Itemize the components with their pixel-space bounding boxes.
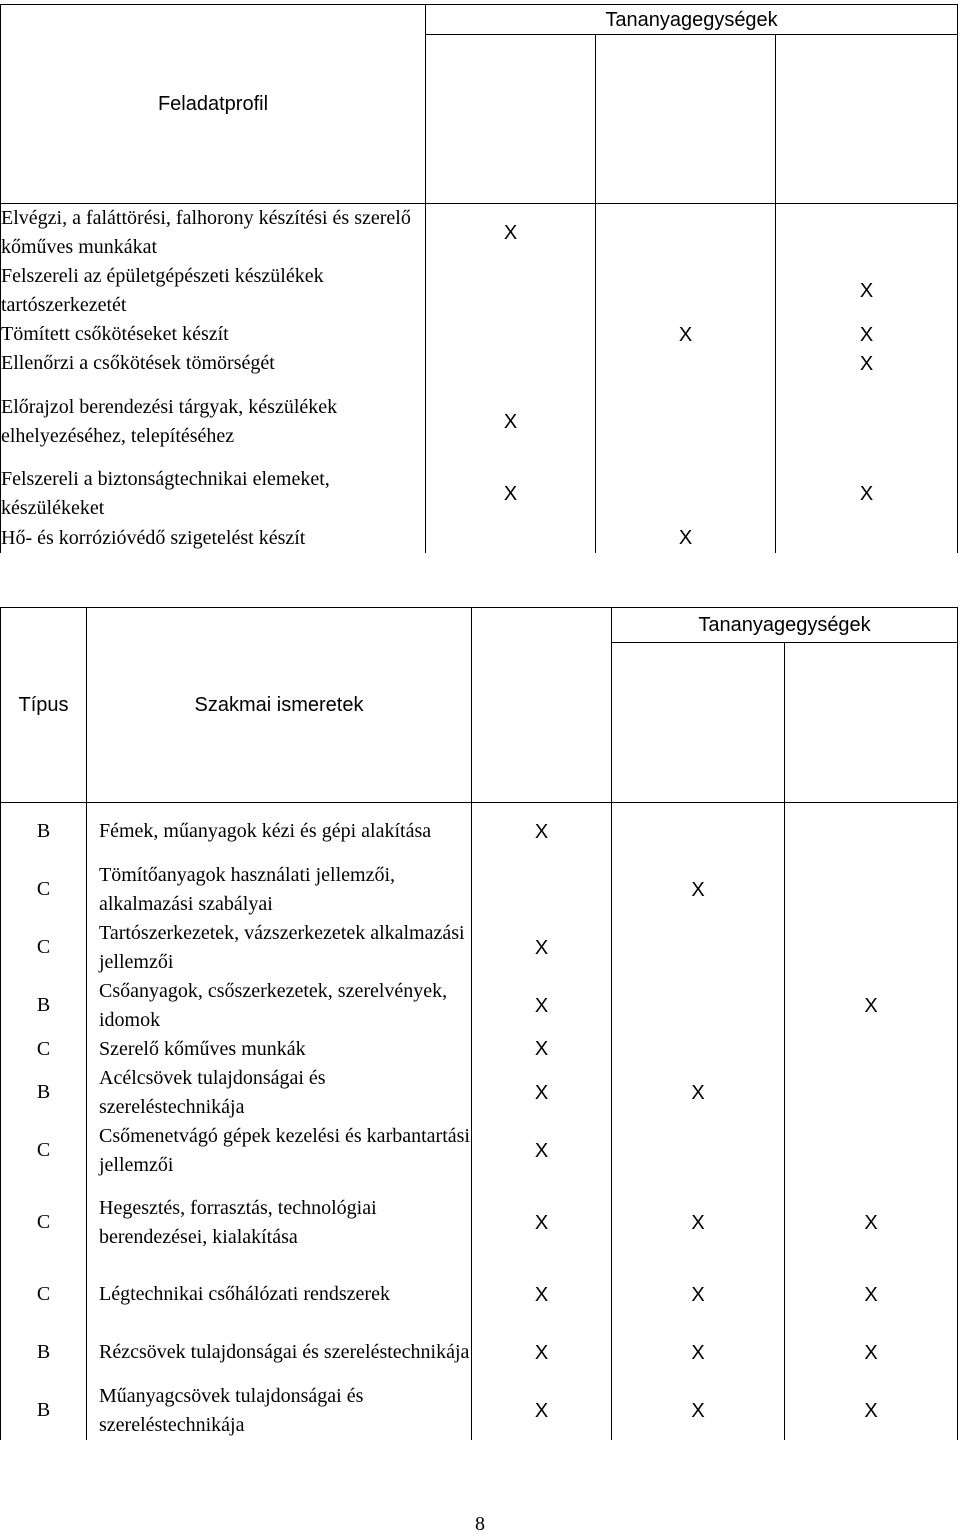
- t2-mark-cell: X: [785, 1324, 958, 1382]
- page-number: 8: [475, 1513, 485, 1535]
- t1-mark-cell: [776, 378, 958, 465]
- t2-mark-cell: [612, 1122, 785, 1180]
- t2-row-label: Csőmenetvágó gépek kezelési és karbantartási jellemzői: [87, 1122, 472, 1180]
- t2-mark-cell: X: [785, 1180, 958, 1266]
- t1-row-label: Elvégzi, a faláttörési, falhorony készítési és szerelő kőműves munkákat: [1, 204, 426, 263]
- t2-row: [1, 1122, 958, 1180]
- t1-mark-cell: X: [426, 378, 596, 465]
- t2-mark-cell: [612, 919, 785, 977]
- t2-row-type: C: [1, 861, 87, 919]
- t1-row: [1, 320, 958, 349]
- t2-mark-cell: X: [472, 1035, 612, 1064]
- t2-row: [1, 861, 958, 919]
- szakmai-ismeretek-table: [0, 607, 958, 1440]
- t1-row-label: Felszereli az épületgépészeti készülékek tartószerkezetét: [1, 262, 426, 320]
- t1-row: [1, 378, 958, 465]
- t1-mark-cell: [596, 378, 776, 465]
- t1-mark-cell: [426, 349, 596, 378]
- szakmai-ismeretek-header: Szakmai ismeretek: [87, 608, 472, 803]
- t2-mark-cell: X: [472, 803, 612, 861]
- t2-mark-cell: X: [785, 1382, 958, 1440]
- t2-col-header-3: [785, 643, 958, 803]
- t1-row-label: Előrajzol berendezési tárgyak, készülékek elhelyezéséhez, telepítéséhez: [1, 378, 426, 465]
- t2-mark-cell: [785, 1064, 958, 1122]
- t2-row: [1, 1382, 958, 1440]
- t2-mark-cell: X: [472, 1382, 612, 1440]
- t2-row: [1, 1180, 958, 1266]
- t2-row-type: B: [1, 1324, 87, 1382]
- t2-mark-cell: [785, 1035, 958, 1064]
- t2-row-label: Acélcsövek tulajdonságai és szereléstechnikája: [87, 1064, 472, 1122]
- t2-mark-cell: [785, 861, 958, 919]
- t1-mark-cell: [596, 349, 776, 378]
- t2-row-type: C: [1, 1266, 87, 1324]
- t2-mark-cell: X: [612, 1266, 785, 1324]
- t1-row-label: Felszereli a biztonságtechnikai elemeket, készülékeket: [1, 465, 426, 523]
- t2-mark-cell: X: [612, 1324, 785, 1382]
- t1-row-label: Ellenőrzi a csőkötések tömörségét: [1, 349, 426, 378]
- t1-row-label: Tömített csőkötéseket készít: [1, 320, 426, 349]
- t1-row: [1, 204, 958, 263]
- t2-mark-cell: [472, 861, 612, 919]
- t1-col-header-2: [596, 35, 776, 204]
- t2-row-label: Műanyagcsövek tulajdonságai és szereléstechnikája: [87, 1382, 472, 1440]
- t2-row-type: B: [1, 1064, 87, 1122]
- t1-mark-cell: [426, 320, 596, 349]
- t2-row-type: C: [1, 1180, 87, 1266]
- t1-mark-cell: X: [776, 465, 958, 523]
- t1-row: [1, 349, 958, 378]
- t2-row-label: Tömítőanyagok használati jellemzői, alkalmazási szabályai: [87, 861, 472, 919]
- t2-row-type: C: [1, 1122, 87, 1180]
- t1-mark-cell: X: [596, 320, 776, 349]
- t1-row: [1, 523, 958, 553]
- feladatprofil-header: [1, 5, 426, 204]
- t1-mark-cell: [776, 204, 958, 263]
- t1-mark-cell: [426, 523, 596, 553]
- t2-mark-cell: X: [472, 1122, 612, 1180]
- t1-mark-cell: X: [776, 320, 958, 349]
- t1-row: [1, 262, 958, 320]
- t2-mark-cell: X: [472, 1180, 612, 1266]
- t1-mark-cell: X: [776, 262, 958, 320]
- t2-mark-cell: X: [612, 861, 785, 919]
- t2-mark-cell: X: [612, 1180, 785, 1266]
- t2-row: [1, 1035, 958, 1064]
- t1-col-header-1: [426, 35, 596, 204]
- t2-mark-cell: X: [472, 919, 612, 977]
- t1-body: [1, 204, 958, 554]
- t2-mark-cell: X: [612, 1064, 785, 1122]
- t1-row-label: Hő- és korrózióvédő szigetelést készít: [1, 523, 426, 553]
- t1-mark-cell: [426, 262, 596, 320]
- t2-row-label: Szerelő kőműves munkák: [87, 1035, 472, 1064]
- t2-col-header-2: [612, 643, 785, 803]
- t2-row-label: Légtechnikai csőhálózati rendszerek: [87, 1266, 472, 1324]
- t2-row: [1, 1064, 958, 1122]
- t2-mark-cell: [612, 803, 785, 861]
- t2-row-label: Csőanyagok, csőszerkezetek, szerelvények, idomok: [87, 977, 472, 1035]
- t2-row-label: Rézcsövek tulajdonságai és szereléstechnikája: [87, 1324, 472, 1382]
- t1-col-header-3: [776, 35, 958, 204]
- t1-group-header: Tananyagegységek: [426, 5, 958, 35]
- t2-mark-cell: X: [472, 1324, 612, 1382]
- t1-mark-cell: X: [596, 523, 776, 553]
- t2-row-type: C: [1, 1035, 87, 1064]
- t2-row-type: B: [1, 1382, 87, 1440]
- feladatprofil-table: [0, 4, 958, 553]
- t2-mark-cell: [785, 803, 958, 861]
- t2-row: [1, 977, 958, 1035]
- t1-mark-cell: [776, 523, 958, 553]
- t1-mark-cell: X: [426, 465, 596, 523]
- t1-row: [1, 465, 958, 523]
- t2-row: [1, 919, 958, 977]
- t2-col-header-1: [472, 643, 612, 803]
- t2-mark-cell: X: [785, 1266, 958, 1324]
- t2-mark-cell: [785, 919, 958, 977]
- t1-mark-cell: X: [426, 204, 596, 263]
- t2-row-type: C: [1, 919, 87, 977]
- t2-mark-cell: X: [785, 977, 958, 1035]
- t2-row: [1, 803, 958, 861]
- t2-mark-cell: X: [472, 1266, 612, 1324]
- t2-row-type: B: [1, 803, 87, 861]
- t2-mark-cell: [785, 1122, 958, 1180]
- t2-row: [1, 1324, 958, 1382]
- t2-row-label: Fémek, műanyagok kézi és gépi alakítása: [87, 803, 472, 861]
- t2-row-label: Hegesztés, forrasztás, technológiai berendezései, kialakítása: [87, 1180, 472, 1266]
- t2-mark-cell: [612, 977, 785, 1035]
- t1-mark-cell: X: [776, 349, 958, 378]
- feladatprofil-header-text: Feladatprofil: [157, 92, 269, 115]
- t2-group-header: Tananyagegységek: [612, 608, 958, 643]
- t1-mark-cell: [596, 204, 776, 263]
- t2-mark-cell: [612, 1035, 785, 1064]
- t2-body: [1, 803, 958, 1440]
- t2-group-header-spacer: [472, 608, 612, 643]
- t2-row-type: B: [1, 977, 87, 1035]
- t2-row: [1, 1266, 958, 1324]
- tipus-header: Típus: [1, 608, 87, 803]
- t1-mark-cell: [596, 262, 776, 320]
- t2-mark-cell: X: [612, 1382, 785, 1440]
- t2-mark-cell: X: [472, 977, 612, 1035]
- t2-mark-cell: X: [472, 1064, 612, 1122]
- t1-mark-cell: [596, 465, 776, 523]
- t2-row-label: Tartószerkezetek, vázszerkezetek alkalmazási jellemzői: [87, 919, 472, 977]
